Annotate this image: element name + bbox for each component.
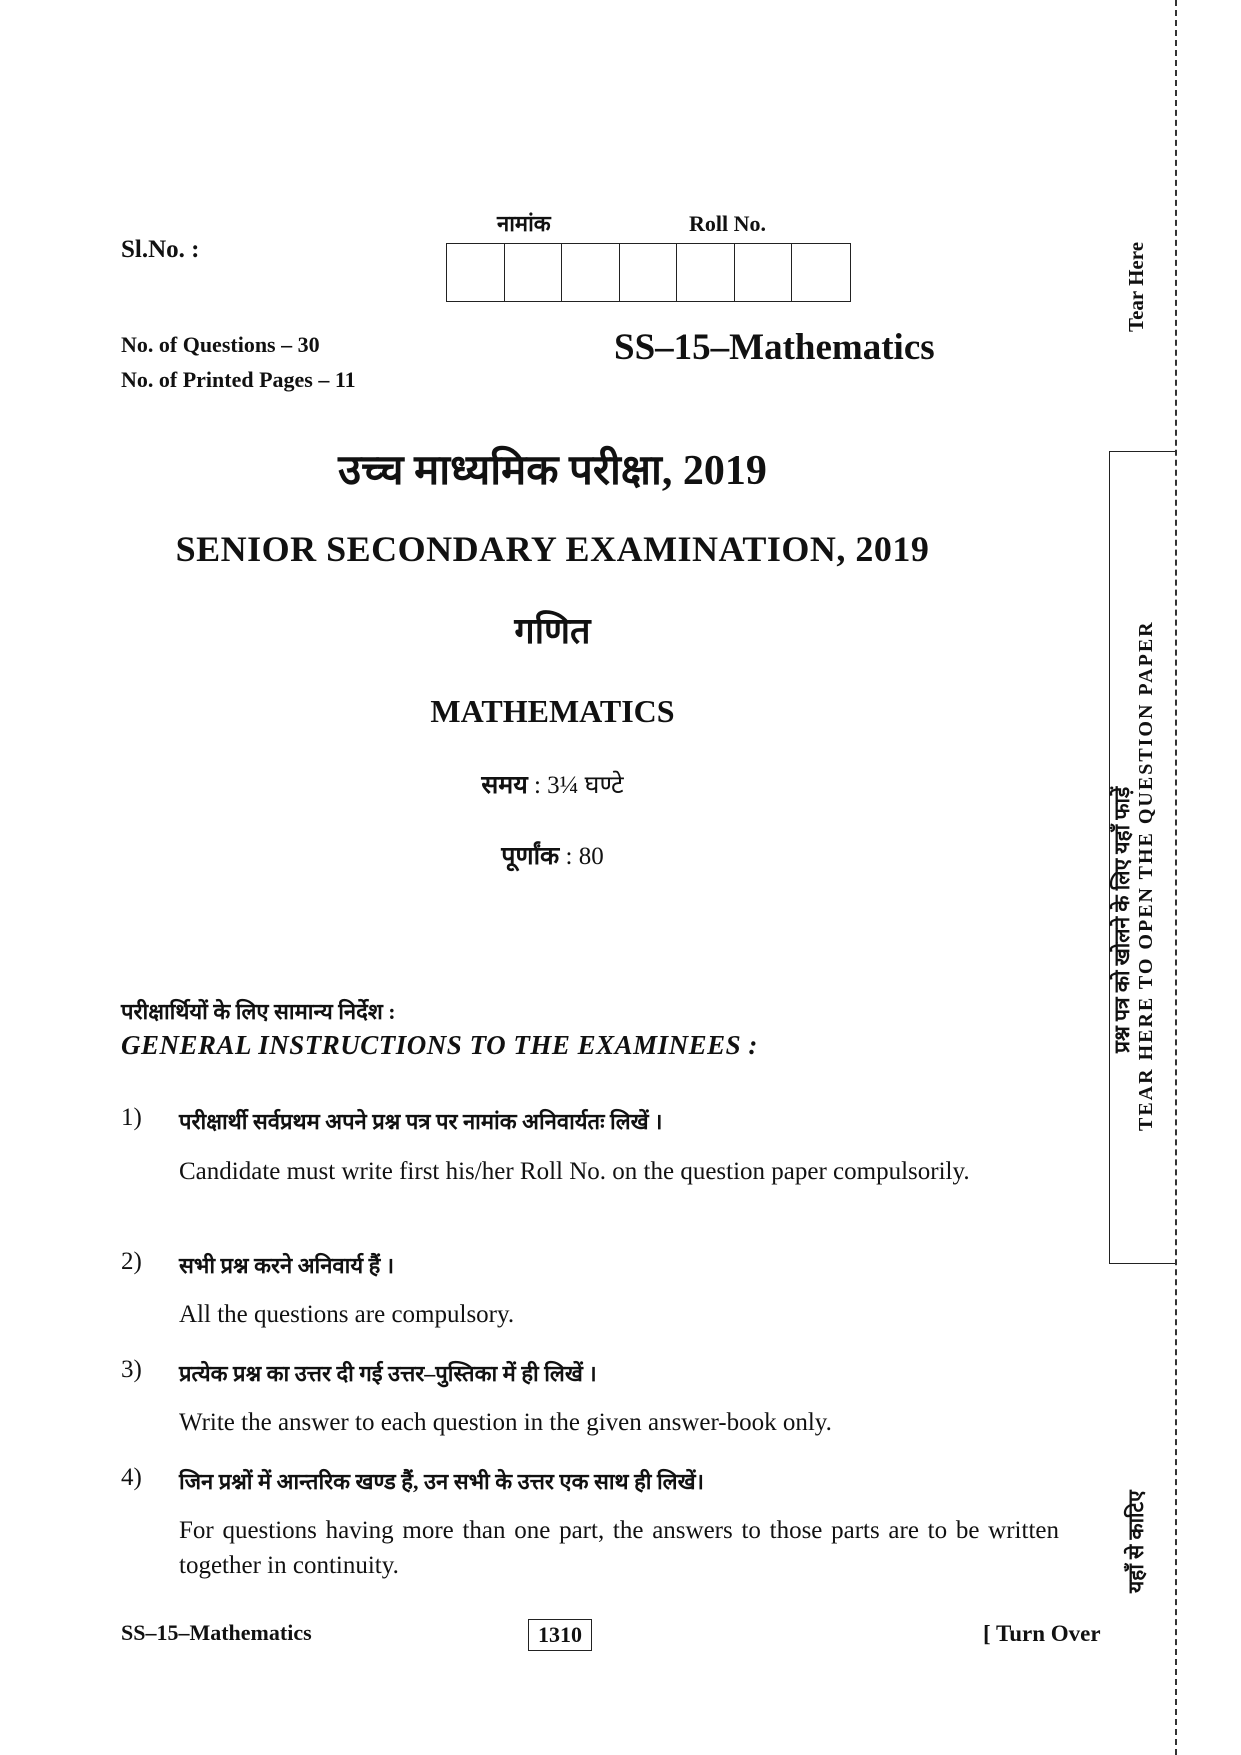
cut-here-label: यहाँ से काटिए — [1124, 1490, 1148, 1593]
instructions-heading-hindi: परीक्षार्थियों के लिए सामान्य निर्देश : — [121, 999, 396, 1024]
instruction-hindi: प्रत्येक प्रश्न का उत्तर दी गई उत्तर–पुस्तिका में ही लिखें । — [179, 1361, 597, 1386]
roll-number-label: Roll No. — [689, 211, 766, 236]
instruction-number: 1) — [121, 1104, 142, 1131]
roll-number-boxes — [446, 243, 851, 302]
instruction-number: 2) — [121, 1248, 142, 1275]
tear-instruction-hindi: प्रश्न पत्र को खोलने के लिए यहाँ फाड़ें — [1110, 786, 1134, 1053]
roll-digit-box[interactable] — [505, 244, 563, 301]
paper-code: SS–15–Mathematics — [614, 327, 935, 368]
instruction-english: Write the answer to each question in the given answer-book only. — [179, 1409, 832, 1436]
instruction-hindi: परीक्षार्थी सर्वप्रथम अपने प्रश्न पत्र पर नामांक अनिवार्यतः लिखें । — [179, 1109, 663, 1134]
time-label: समय — [481, 772, 528, 799]
subject-title-hindi: गणित — [514, 611, 591, 651]
instruction-number: 3) — [121, 1356, 142, 1383]
footer-paper-code: SS–15–Mathematics — [121, 1620, 312, 1645]
instruction-english: Candidate must write first his/her Roll No. on the question paper compulsorily. — [179, 1158, 970, 1185]
marks-label: पूर्णांक — [501, 843, 560, 870]
instruction-number: 4) — [121, 1464, 142, 1491]
tear-instruction: TEAR HERE TO OPEN THE QUESTION PAPER — [1135, 620, 1157, 1131]
subject-title: MATHEMATICS — [430, 693, 675, 729]
roll-digit-box[interactable] — [677, 244, 735, 301]
turn-over-label: [ Turn Over — [983, 1621, 1101, 1646]
roll-digit-box[interactable] — [792, 244, 850, 301]
instructions-heading: GENERAL INSTRUCTIONS TO THE EXAMINEES : — [121, 1030, 758, 1060]
roll-digit-box[interactable] — [735, 244, 793, 301]
exam-title-hindi: उच्च माध्यमिक परीक्षा, 2019 — [338, 448, 767, 494]
time-allowed — [0, 767, 1105, 801]
footer-booklet-number: 1310 — [528, 1619, 592, 1651]
tear-dashed-line — [1175, 0, 1177, 1755]
instruction-hindi: सभी प्रश्न करने अनिवार्य हैं । — [179, 1253, 395, 1278]
exam-title: SENIOR SECONDARY EXAMINATION, 2019 — [175, 529, 930, 569]
instruction-english: All the questions are compulsory. — [179, 1301, 515, 1328]
instruction-hindi: जिन प्रश्नों में आन्तरिक खण्ड हैं, उन सभी के उत्तर एक साथ ही लिखें। — [179, 1469, 704, 1494]
instruction-english: For questions having more than one part, the answers to those parts are to be written together in continuity. — [179, 1517, 1059, 1579]
serial-number-label: Sl.No. : — [121, 236, 200, 263]
roll-digit-box[interactable] — [447, 244, 505, 301]
roll-digit-box[interactable] — [562, 244, 620, 301]
tear-here-label: Tear Here — [1124, 241, 1148, 332]
time-value: : 3¼ घण्टे — [533, 772, 624, 799]
roll-digit-box[interactable] — [620, 244, 678, 301]
roll-number-label-hindi: नामांक — [497, 211, 551, 236]
marks-value: : 80 — [565, 843, 604, 870]
number-of-questions: No. of Questions – 30 — [121, 332, 320, 357]
number-of-pages: No. of Printed Pages – 11 — [121, 367, 356, 392]
maximum-marks — [0, 838, 1105, 872]
